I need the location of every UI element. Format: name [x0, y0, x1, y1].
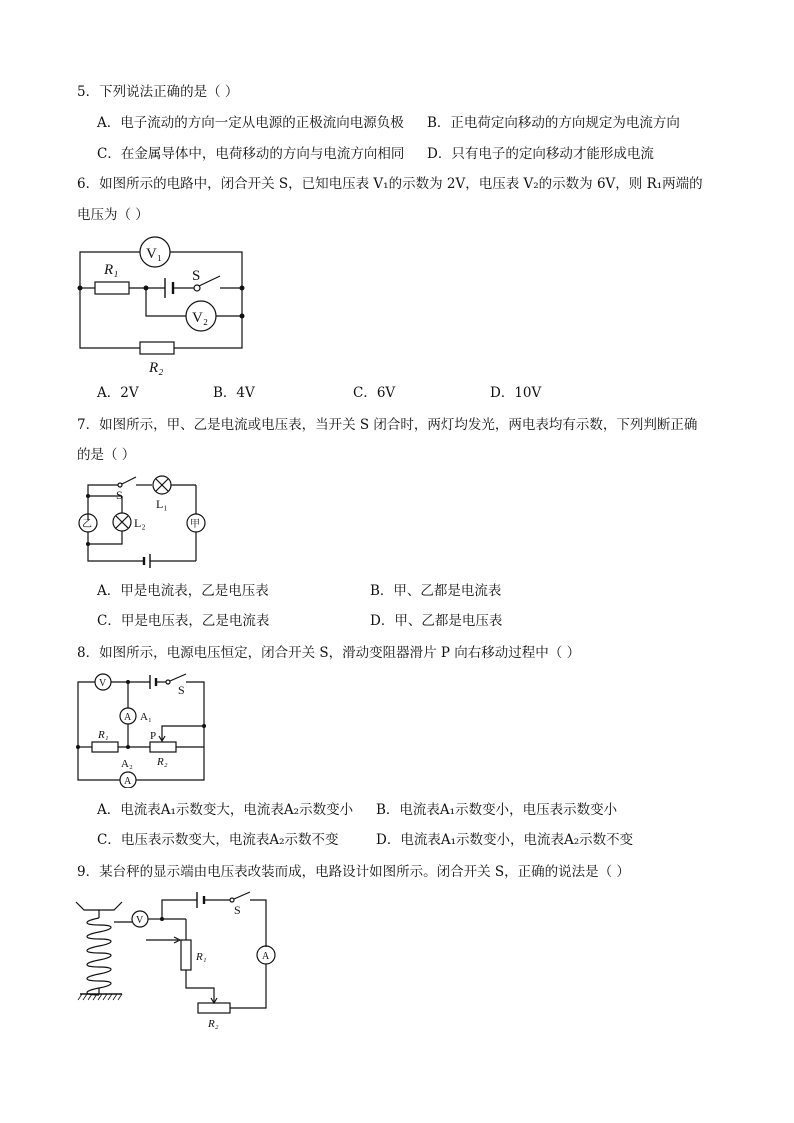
r2-label: R₂	[157, 756, 168, 768]
q5-option-b: B．正电荷定向移动的方向规定为电流方向	[427, 115, 680, 131]
q6-circuit-diagram	[70, 232, 260, 380]
resistor-r1	[92, 742, 118, 752]
a-label: A	[262, 951, 270, 962]
v2-label: V₂	[192, 310, 209, 326]
a1-inner: A	[124, 712, 132, 723]
q8-stem: 8．如图所示，电源电压恒定，闭合开关 S，滑动变阻器滑片 P 向右移动过程中（ ）	[77, 645, 581, 661]
q8-circuit-diagram	[70, 668, 220, 788]
s-label: S	[192, 268, 201, 284]
q8-option-a: A．电流表A₁示数变大，电流表A₂示数变小	[97, 802, 354, 818]
q7-option-a: A．甲是电流表，乙是电压表	[97, 583, 269, 599]
rheostat-r2	[150, 742, 176, 752]
q8-option-b: B．电流表A₁示数变小，电压表示数变小	[376, 802, 618, 818]
a2-label: A₂	[121, 758, 133, 770]
q5-option-a: A．电子流动的方向一定从电源的正极流向电源负极	[97, 115, 404, 131]
r1-label: R₁	[98, 729, 109, 741]
q7-option-c: C．甲是电压表，乙是电流表	[97, 613, 270, 629]
resistor-r1	[181, 940, 191, 970]
a1-label: A₁	[140, 711, 152, 723]
rheostat-r2	[198, 1003, 230, 1013]
s-label: S	[116, 488, 123, 502]
l1-label: L₁	[156, 497, 168, 511]
v-label: V	[99, 678, 107, 689]
resistor-r1	[95, 282, 129, 294]
p-label: P	[150, 730, 157, 742]
q6-stem-line2: 电压为（ ）	[77, 207, 149, 223]
s-label: S	[178, 683, 185, 697]
l2-label: L₂	[134, 516, 146, 530]
q6-option-c: C．6V	[353, 385, 396, 401]
spring	[87, 918, 111, 995]
q6-stem-line1: 6．如图所示的电路中，闭合开关 S，已知电压表 V₁的示数为 2V，电压表 V₂的示数为 6V，则 R₁两端的	[77, 176, 703, 192]
q7-stem-line1: 7．如图所示，甲、乙是电流或电压表，当开关 S 闭合时，两灯均发光，两电表均有示数，下列判断正确	[77, 417, 698, 433]
v1-label: V₁	[146, 246, 163, 262]
q5-option-c: C．在金属导体中，电荷移动的方向与电流方向相同	[97, 146, 405, 162]
r2-label: R₂	[208, 1018, 219, 1030]
q6-option-a: A．2V	[97, 385, 139, 401]
yi-label: 乙	[82, 519, 92, 530]
v-label: V	[136, 915, 144, 926]
q8-option-d: D．电流表A₁示数变小，电流表A₂示数不变	[376, 832, 634, 848]
q5-stem: 5．下列说法正确的是（ ）	[77, 84, 239, 100]
r2-label: R₂	[149, 360, 164, 376]
q6-option-d: D．10V	[490, 385, 542, 401]
resistor-r2	[140, 342, 174, 354]
q5-option-d: D．只有电子的定向移动才能形成电流	[427, 146, 654, 162]
q6-option-b: B．4V	[213, 385, 255, 401]
a2-inner: A	[124, 776, 132, 787]
r1-label: R₁	[196, 951, 207, 963]
q7-circuit-diagram	[70, 468, 220, 576]
q8-option-c: C．电压表示数变大，电流表A₂示数不变	[97, 832, 339, 848]
jia-label: 甲	[190, 519, 200, 530]
q9-circuit-diagram	[70, 888, 290, 1033]
r1-label: R₁	[104, 262, 119, 278]
q7-option-d: D．甲、乙都是电压表	[370, 613, 503, 629]
q7-option-b: B．甲、乙都是电流表	[370, 583, 502, 599]
s-label: S	[234, 903, 241, 917]
q7-stem-line2: 的是（ ）	[77, 447, 136, 463]
q9-stem: 9．某台秤的显示端由电压表改装而成，电路设计如图所示。闭合开关 S，正确的说法是（ ）	[77, 864, 630, 880]
